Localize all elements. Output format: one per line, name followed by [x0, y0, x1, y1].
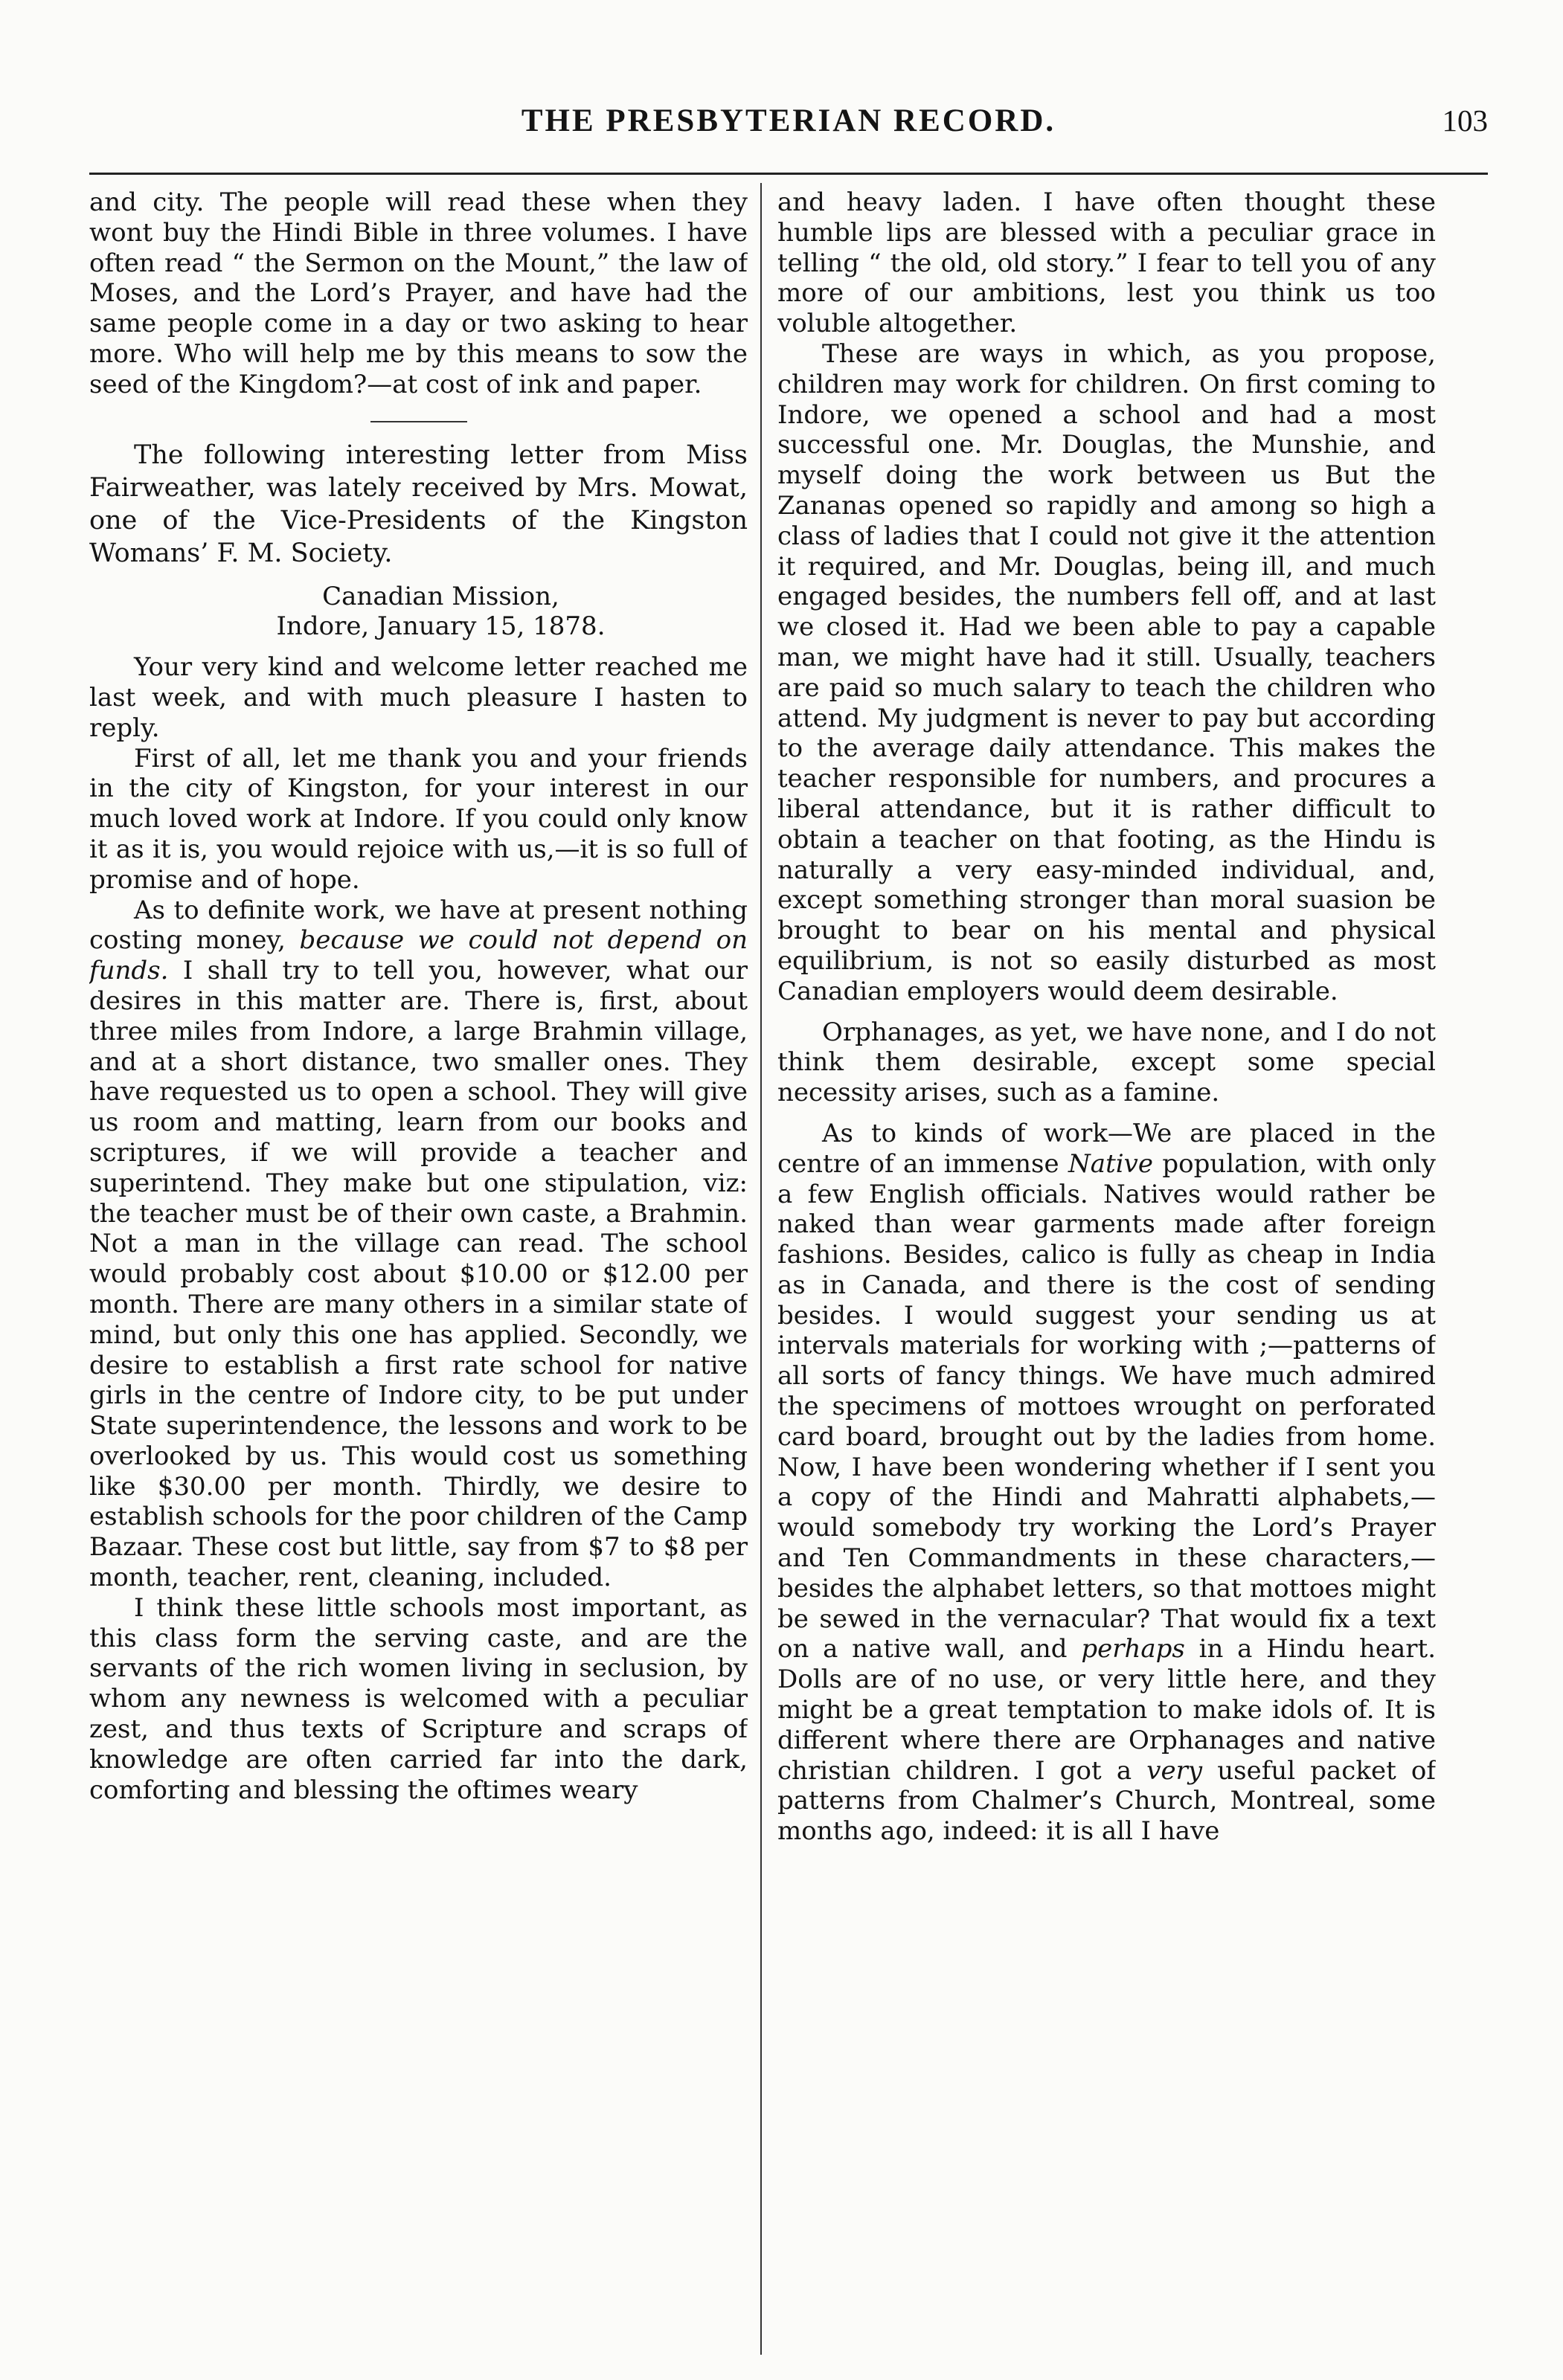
- dateline-place: Canadian Mission,: [322, 581, 559, 611]
- italic-text: because we could not depend on funds.: [89, 925, 748, 986]
- page-number: 103: [1442, 103, 1488, 138]
- section-divider: [370, 421, 467, 422]
- italic-text: perhaps: [1081, 1634, 1185, 1665]
- left-column: [89, 187, 748, 2359]
- italic-text: very: [1146, 1755, 1203, 1786]
- letter-paragraph: These are ways in which, as you propose, children may work for children. On first coming to Indore, we opened a school and had a most successful one. Mr. Douglas, the Munshie, and myself doing the work between us But the Zananas opened so rapidly and among so high a class of ladies that I could not give it the attention it required, and Mr. Douglas, being ill, and much engaged besides, the numbers fell off, and at last we closed it. Had we been able to pay a capable man, we might have had it still. Usually, teachers are paid so much salary to teach the children who attend. My judgment is never to pay but according to the average daily attendance. This makes the teacher responsible for numbers, and procures a liberal attendance, but it is rather difficult to obtain a teacher on that footing, as the Hindu is naturally a very easy-minded individual, and, except something stronger than moral suasion be brought to bear on his mental and physical equilibrium, is not so easily disturbed as most Canadian employers would deem desirable.: [777, 338, 1436, 1006]
- text-run: As to kinds of work—We are placed in the centre of an immense: [777, 1118, 1436, 1179]
- column-divider: [760, 183, 762, 2355]
- header-rule: [89, 173, 1488, 175]
- letter-paragraph: Your very kind and welcome letter reached me last week, and with much pleasure I hasten to reply.: [89, 652, 748, 743]
- italic-text: Native: [1068, 1148, 1153, 1179]
- letter-paragraph: Orphanages, as yet, we have none, and I do not think them desirable, except some special necessity arises, such as a famine.: [777, 1017, 1436, 1108]
- letter-paragraph: I think these little schools most important, as this class form the serving caste, and are the servants of the rich women living in seclusion, by whom any newness is welcomed with a peculiar zest, and thus texts of Scripture and scraps of knowledge are often carried far into the dark, comforting and blessing the oftimes weary: [89, 1592, 748, 1805]
- text-run: As to definite work, we have at present nothing costing money,: [89, 895, 748, 956]
- running-title: THE PRESBYTERIAN RECORD.: [521, 103, 1056, 138]
- text-run: useful packet of patterns from Chalmer’s Church, Montreal, some months ago, indeed: it is all I have: [777, 1755, 1436, 1847]
- page-header: [89, 45, 1488, 156]
- paragraph-continued: and city. The people will read these when they wont buy the Hindi Bible in three volumes. I have often read “ the Sermon on the Mount,” the law of Moses, and the Lord’s Prayer, and have had the same people come in a day or two asking to hear more. Who will help me by this means to sow the seed of the Kingdom?—at cost of ink and paper.: [89, 187, 748, 399]
- paragraph-continued: and heavy laden. I have often thought these humble lips are blessed with a peculiar grace in telling “ the old, old story.” I fear to tell you of any more of our ambitions, lest you think us too voluble altogether.: [777, 187, 1436, 339]
- letter-paragraph: [89, 895, 748, 1593]
- letter-introduction: The following interesting letter from Miss Fairweather, was lately received by Mrs. Mowat, one of the Vice-Presidents of the Kingston Womans’ F. M. Society.: [89, 440, 748, 568]
- letter-paragraph: [777, 1119, 1436, 1847]
- letter-paragraph: First of all, let me thank you and your friends in the city of Kingston, for your interest in our much loved work at Indore. If you could only know it as it is, you would rejoice with us,—it is so full of promise and of hope.: [89, 743, 748, 895]
- letter-dateline: [89, 582, 748, 643]
- text-run: population, with only a few English officials. Natives would rather be naked than wear garments made after foreign fashions. Besides, calico is fully as cheap in India as in Canada, and there is the cost of sending besides. I would suggest your sending us at intervals materials for working with ;—patterns of all sorts of fancy things. We have much admired the specimens of mottoes wrought on perforated card board, brought out by the ladies from home. Now, I have been wondering whether if I sent you a copy of the Hindi and Mahratti alphabets,—would somebody try working the Lord’s Prayer and Ten Commandments in these characters,—besides the alphabet letters, so that mottoes might be sewed in the vernacular? That would fix a text on a native wall, and: [777, 1148, 1436, 1665]
- right-column: [777, 187, 1436, 2359]
- text-run: I shall try to tell you, however, what our desires in this matter are. There is, first, about three miles from Indore, a large Brahmin village, and at a short distance, two smaller ones. They have requested us to open a school. They will give us room and matting, learn from our books and scriptures, if we will provide a teacher and superintend. They make but one stipulation, viz: the teacher must be of their own caste, a Brahmin. Not a man in the village can read. The school would probably cost about $10.00 or $12.00 per month. There are many others in a similar state of mind, but only this one has applied. Secondly, we desire to establish a first rate school for native girls in the centre of Indore city, to be put under State superintendence, the lessons and work to be overlooked by us. This would cost us something like $30.00 per month. Thirdly, we desire to establish schools for the poor children of the Camp Bazaar. These cost but little, say from $7 to $8 per month, teacher, rent, cleaning, included.: [89, 956, 748, 1593]
- text-run: in a Hindu heart. Dolls are of no use, or very little here, and they might be a great temptation to make idols of. It is different where there are Orphanages and native christian children. I got a: [777, 1634, 1436, 1786]
- dateline-date: Indore, January 15, 1878.: [276, 611, 606, 642]
